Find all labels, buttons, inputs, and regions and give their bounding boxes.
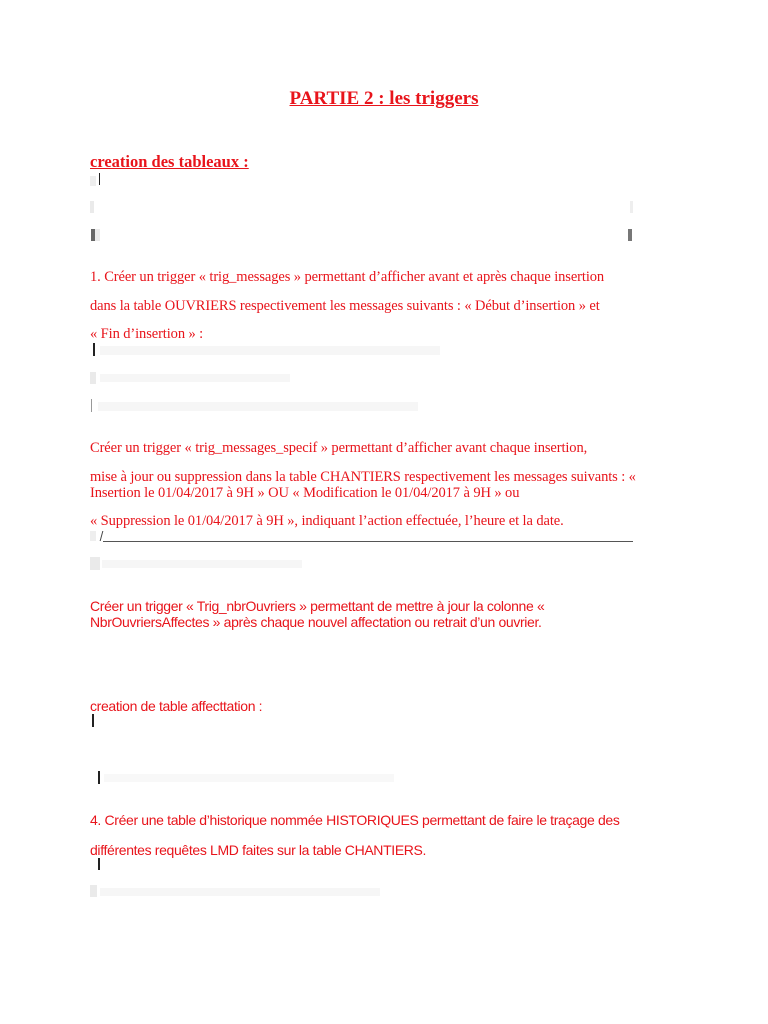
text-cursor-mark <box>98 858 100 870</box>
redacted-mark <box>104 774 394 782</box>
text-cursor-mark <box>100 531 104 541</box>
redacted-mark <box>100 346 440 355</box>
q4-line-1: 4. Créer une table d’historique nommée HISTORIQUES permettant de faire le traçage des <box>90 812 620 828</box>
text-cursor-mark <box>99 173 100 185</box>
redacted-mark <box>90 201 94 213</box>
redacted-mark <box>100 374 290 382</box>
text-cursor-mark <box>93 343 95 356</box>
q4-line-2: différentes requêtes LMD faites sur la table CHANTIERS. <box>90 842 427 858</box>
redacted-mark <box>95 229 100 241</box>
q2-line-2: mise à jour ou suppression dans la table CHANTIERS respectivement les messages suivants : « <box>90 469 636 485</box>
q2-line-1: Créer un trigger « trig_messages_specif » permettant d’afficher avant chaque insertion, <box>90 440 588 456</box>
text-cursor-mark <box>92 714 94 727</box>
redacted-mark <box>628 229 632 241</box>
q2-line-4: « Suppression le 01/04/2017 à 9H », indiquant l’action effectuée, l’heure et la date. <box>90 513 564 529</box>
q2-line-3: Insertion le 01/04/2017 à 9H » OU « Modification le 01/04/2017 à 9H » ou <box>90 485 520 501</box>
q1-line-3: « Fin d’insertion » : <box>90 326 204 342</box>
redacted-mark <box>91 399 92 412</box>
q3-line-2: NbrOuvriersAffectes » après chaque nouvel affectation ou retrait d’un ouvrier. <box>90 614 542 630</box>
text-cursor-mark <box>98 771 100 784</box>
horizontal-rule <box>103 541 633 542</box>
redacted-mark <box>630 201 633 213</box>
redacted-mark <box>90 176 96 186</box>
redacted-mark <box>90 531 96 541</box>
affectation-heading: creation de table affecttation : <box>90 698 263 714</box>
redacted-mark <box>90 885 97 897</box>
redacted-mark <box>90 557 100 570</box>
section-heading-tables: creation des tableaux : <box>90 152 249 171</box>
redacted-mark <box>98 402 418 411</box>
page-title: PARTIE 2 : les triggers <box>289 88 479 109</box>
redacted-mark <box>100 888 380 896</box>
redacted-mark <box>90 372 96 384</box>
q1-line-2: dans la table OUVRIERS respectivement les messages suivants : « Début d’insertion » et <box>90 298 600 314</box>
q1-line-1: 1. Créer un trigger « trig_messages » permettant d’afficher avant et après chaque insertion <box>90 269 605 285</box>
q3-line-1: Créer un trigger « Trig_nbrOuvriers » permettant de mettre à jour la colonne « <box>90 598 545 614</box>
redacted-mark <box>102 560 302 568</box>
